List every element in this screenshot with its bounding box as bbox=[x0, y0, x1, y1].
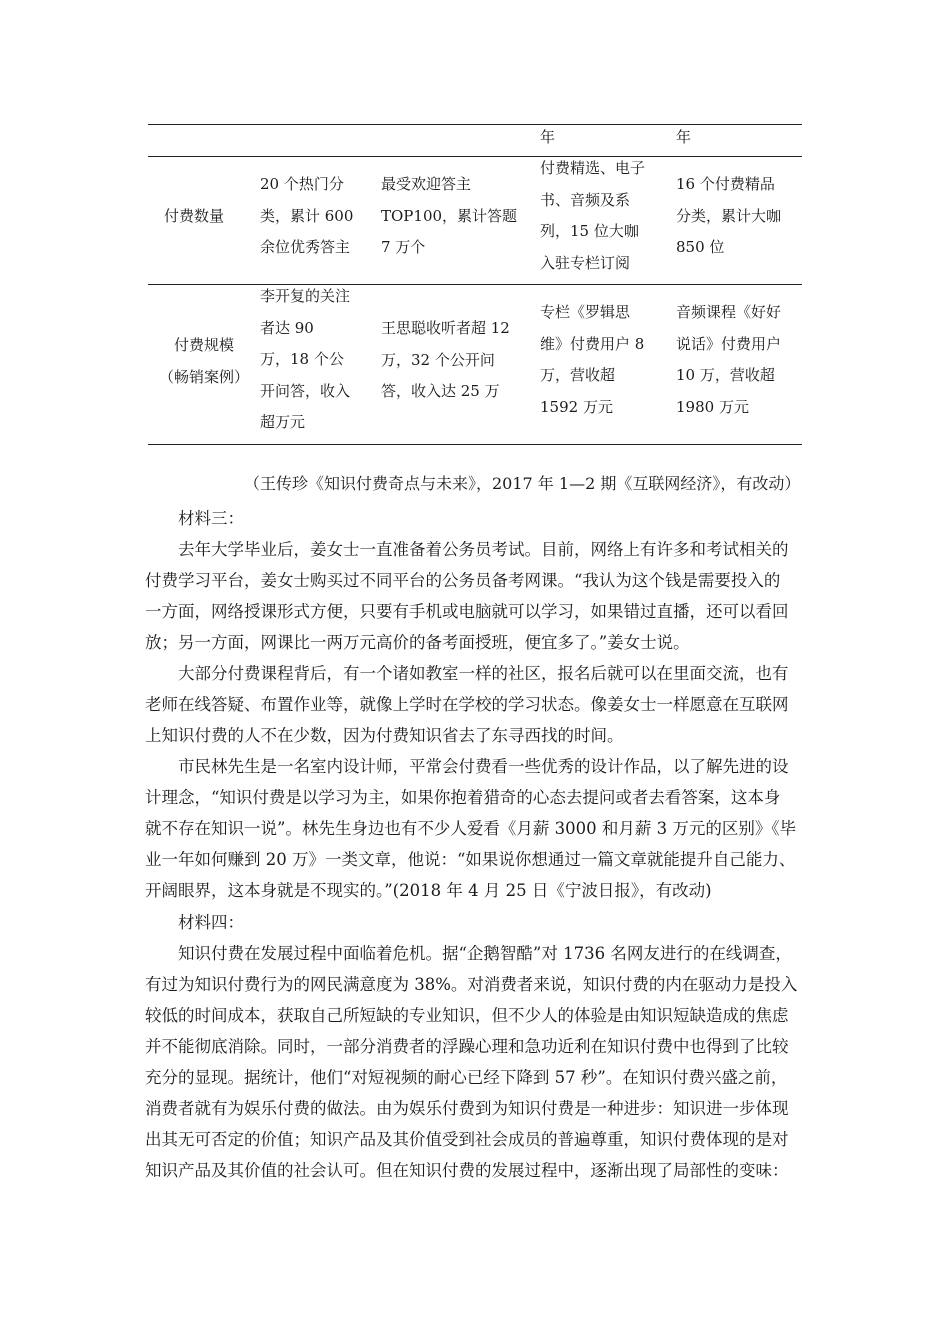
row-label: 付费规模 （畅销案例） bbox=[159, 336, 250, 386]
paragraph-line: 一方面，网络授课形式方便，只要有手机或电脑就可以学习，如果错过直播，还可以看回 bbox=[145, 602, 789, 621]
paragraph-line: 计理念，“知识付费是以学习为主，如果你抱着猎奇的心态去提问或者去看答案，这本身 bbox=[145, 788, 781, 807]
table-header-cell: 年 bbox=[540, 128, 556, 146]
paragraph-line: 放；另一方面，网课比一两万元高价的备考面授班，便宜多了。”姜女士说。 bbox=[145, 633, 690, 652]
row-label: 付费数量 bbox=[164, 207, 225, 225]
table-top-rule bbox=[148, 124, 802, 125]
paragraph-line: 市民林先生是一名室内设计师，平常会付费看一些优秀的设计作品，以了解先进的设 bbox=[178, 757, 789, 776]
paragraph-line: 开阔眼界，这本身就是不现实的。”(2018 年 4 月 25 日《宁波日报》，有改动) bbox=[145, 881, 712, 900]
table-cell: 专栏《罗辑思 维》付费用户 8 万，营收超 1592 万元 bbox=[540, 303, 645, 416]
table-cell: 付费精选、电子 书、音频及系 列，15 位大咖 入驻专栏订阅 bbox=[540, 159, 646, 272]
source-citation: （王传珍《知识付费奇点与未来》，2017 年 1—2 期《互联网经济》，有改动） bbox=[244, 474, 801, 493]
section-heading: 材料三： bbox=[178, 509, 244, 528]
paragraph-line: 消费者就有为娱乐付费的做法。由为娱乐付费到为知识付费是一种进步：知识进一步体现 bbox=[145, 1099, 789, 1118]
table-cell: 最受欢迎答主 TOP100，累计答题 7 万个 bbox=[381, 175, 518, 256]
paragraph-line: 去年大学毕业后，姜女士一直准备着公务员考试。目前，网络上有许多和考试相关的 bbox=[178, 540, 789, 559]
table-rule bbox=[148, 284, 802, 285]
paragraph-line: 知识付费在发展过程中面临着危机。据“企鹅智酷”对 1736 名网友进行的在线调查， bbox=[178, 944, 792, 963]
paragraph-line: 出其无可否定的价值；知识产品及其价值受到社会成员的普遍尊重，知识付费体现的是对 bbox=[145, 1130, 789, 1149]
paragraph-line: 有过为知识付费行为的网民满意度为 38%。对消费者来说，知识付费的内在驱动力是投入 bbox=[145, 975, 798, 994]
paragraph-line: 知识产品及其价值的社会认可。但在知识付费的发展过程中，逐渐出现了局部性的变味： bbox=[145, 1161, 789, 1180]
paragraph-line: 并不能彻底消除。同时，一部分消费者的浮躁心理和急功近利在知识付费中也得到了比较 bbox=[145, 1037, 789, 1056]
table-cell: 20 个热门分 类，累计 600 余位优秀答主 bbox=[260, 175, 354, 256]
paragraph-line: 较低的时间成本，获取自己所短缺的专业知识，但不少人的体验是由知识短缺造成的焦虑 bbox=[145, 1006, 789, 1025]
paragraph-line: 大部分付费课程背后，有一个诸如教室一样的社区，报名后就可以在里面交流，也有 bbox=[178, 664, 789, 683]
table-cell: 李开复的关注 者达 90 万，18 个公 开问答，收入 超万元 bbox=[260, 287, 351, 431]
paragraph-line: 充分的显现。据统计，他们“对短视频的耐心已经下降到 57 秒”。在知识付费兴盛之前， bbox=[145, 1068, 788, 1087]
table-header-cell: 年 bbox=[676, 128, 692, 146]
table-cell: 王思聪收听者超 12 万，32 个公开问 答，收入达 25 万 bbox=[381, 319, 510, 400]
paragraph-line: 付费学习平台，姜女士购买过不同平台的公务员备考网课。“我认为这个钱是需要投入的 bbox=[145, 571, 781, 590]
table-cell: 音频课程《好好 说话》付费用户 10 万，营收超 1980 万元 bbox=[676, 303, 782, 416]
section-heading: 材料四： bbox=[178, 913, 244, 932]
paragraph-line: 上知识付费的人不在少数，因为付费知识省去了东寻西找的时间。 bbox=[145, 726, 624, 745]
paragraph-line: 老师在线答疑、布置作业等，就像上学时在学校的学习状态。像姜女士一样愿意在互联网 bbox=[145, 695, 789, 714]
paragraph-line: 业一年如何赚到 20 万》一类文章，他说：“如果说你想通过一篇文章就能提升自己能力、 bbox=[145, 850, 796, 869]
table-bottom-rule bbox=[148, 444, 802, 445]
table-cell: 16 个付费精品 分类，累计大咖 850 位 bbox=[676, 175, 782, 256]
paragraph-line: 就不存在知识一说”。林先生身边也有不少人爱看《月薪 3000 和月薪 3 万元的区别》《毕 bbox=[145, 819, 797, 838]
table-rule bbox=[148, 156, 802, 157]
